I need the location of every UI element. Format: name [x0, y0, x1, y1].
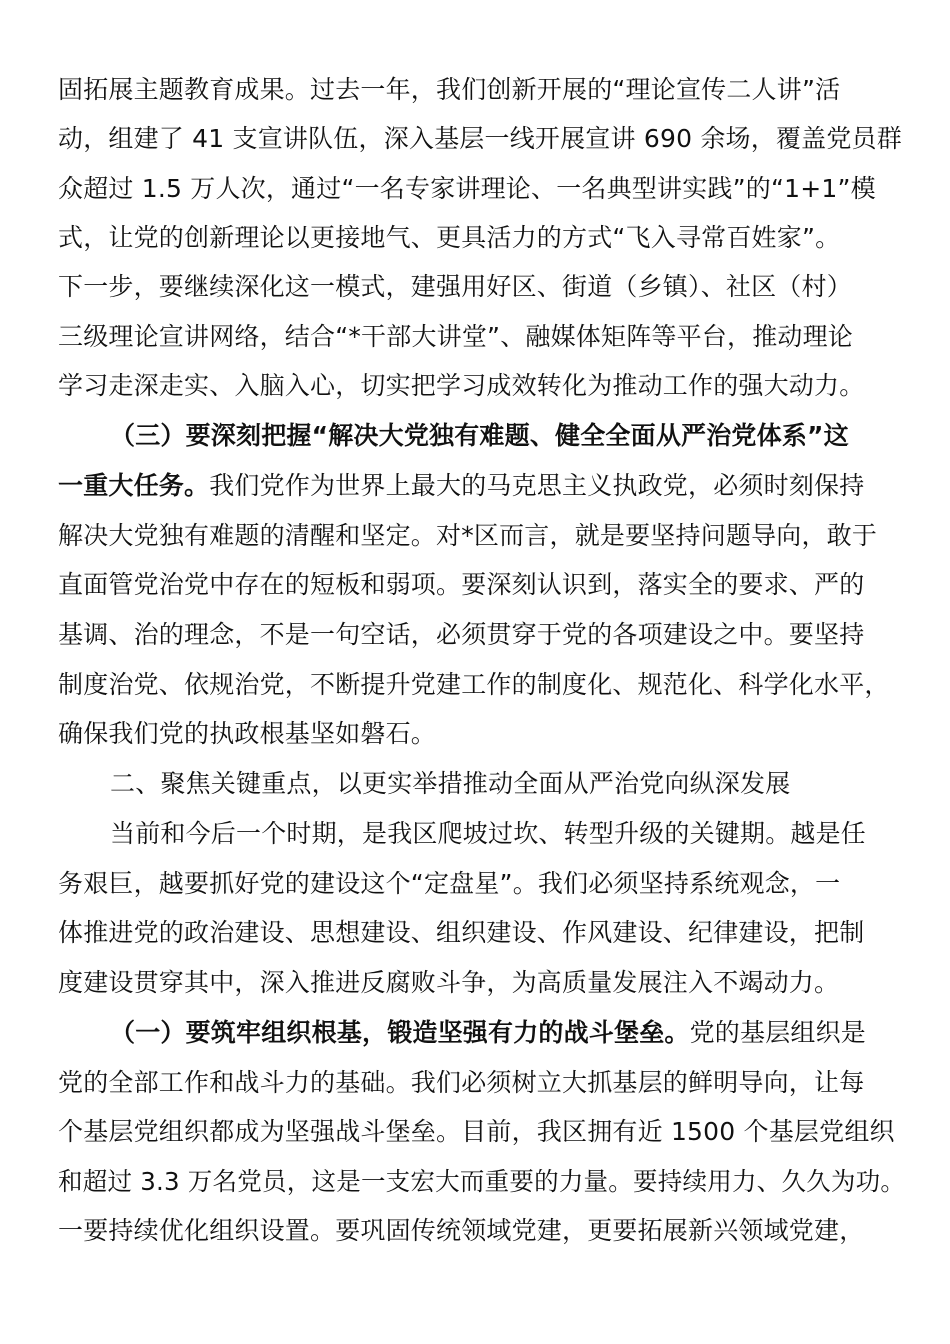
- paragraph-line: 体推进党的政治建设、思想建设、组织建设、作风建设、纪律建设，把制: [58, 918, 865, 947]
- section-1-heading: （一）要筑牢组织根基，锻造坚强有力的战斗堡垒。: [110, 1018, 690, 1047]
- paragraph-line: 解决大党独有难题的清醒和坚定。对*区而言，就是要坚持问题导向，敢于: [58, 521, 878, 550]
- paragraph-line: 当前和今后一个时期，是我区爬坡过坎、转型升级的关键期。越是任: [110, 819, 867, 848]
- paragraph-line: 制度治党、依规治党，不断提升党建工作的制度化、规范化、科学化水平，: [58, 670, 890, 699]
- paragraph-line: 动，组建了 41 支宣讲队伍，深入基层一线开展宣讲 690 余场，覆盖党员群: [58, 124, 902, 153]
- paragraph-line: 下一步，要继续深化这一模式，建强用好区、街道（乡镇）、社区（村）: [58, 272, 852, 301]
- section-3-text: 我们党作为世界上最大的马克思主义执政党，必须时刻保持: [209, 471, 865, 500]
- paragraph-line: 一要持续优化组织设置。要巩固传统领域党建，更要拓展新兴领域党建，: [58, 1216, 865, 1245]
- paragraph-line: 个基层党组织都成为坚强战斗堡垒。目前，我区拥有近 1500 个基层党组织: [58, 1117, 895, 1146]
- section-1-heading-line: [110, 1017, 866, 1049]
- paragraph-line: 众超过 1.5 万人次，通过“一名专家讲理论、一名典型讲实践”的“1+1”模: [58, 174, 876, 203]
- paragraph-line: 务艰巨，越要抓好党的建设这个“定盘星”。我们必须坚持系统观念，一: [58, 869, 841, 898]
- paragraph-line: 党的全部工作和战斗力的基础。我们必须树立大抓基层的鲜明导向，让每: [58, 1068, 865, 1097]
- paragraph-line: 基调、治的理念，不是一句空话，必须贯穿于党的各项建设之中。要坚持: [58, 620, 865, 649]
- paragraph-line: 度建设贯穿其中，深入推进反腐败斗争，为高质量发展注入不竭动力。: [58, 968, 840, 997]
- paragraph-line: 固拓展主题教育成果。过去一年，我们创新开展的“理论宣传二人讲”活: [58, 75, 841, 104]
- paragraph-line: 三级理论宣讲网络，结合“*干部大讲堂”、融媒体矩阵等平台，推动理论: [58, 322, 854, 351]
- section-3-heading-end: 一重大任务。: [58, 471, 210, 500]
- paragraph-line: 和超过 3.3 万名党员，这是一支宏大而重要的力量。要持续用力、久久为功。: [58, 1167, 906, 1196]
- paragraph-line: 学习走深走实、入脑入心，切实把学习成效转化为推动工作的强大动力。: [58, 371, 865, 400]
- paragraph-line: 式，让党的创新理论以更接地气、更具活力的方式“飞入寻常百姓家”。: [58, 223, 841, 252]
- paragraph-line: 直面管党治党中存在的短板和弱项。要深刻认识到，落实全的要求、严的: [58, 570, 865, 599]
- section-1-text: 党的基层组织是: [689, 1018, 867, 1047]
- part-2-heading: 二、聚焦关键重点，以更实举措推动全面从严治党向纵深发展: [110, 769, 791, 798]
- section-3-heading-continuation: [58, 470, 864, 502]
- section-3-heading: （三）要深刻把握“解决大党独有难题、健全全面从严治党体系”这: [110, 421, 849, 450]
- paragraph-line: 确保我们党的执政根基坚如磐石。: [58, 719, 437, 748]
